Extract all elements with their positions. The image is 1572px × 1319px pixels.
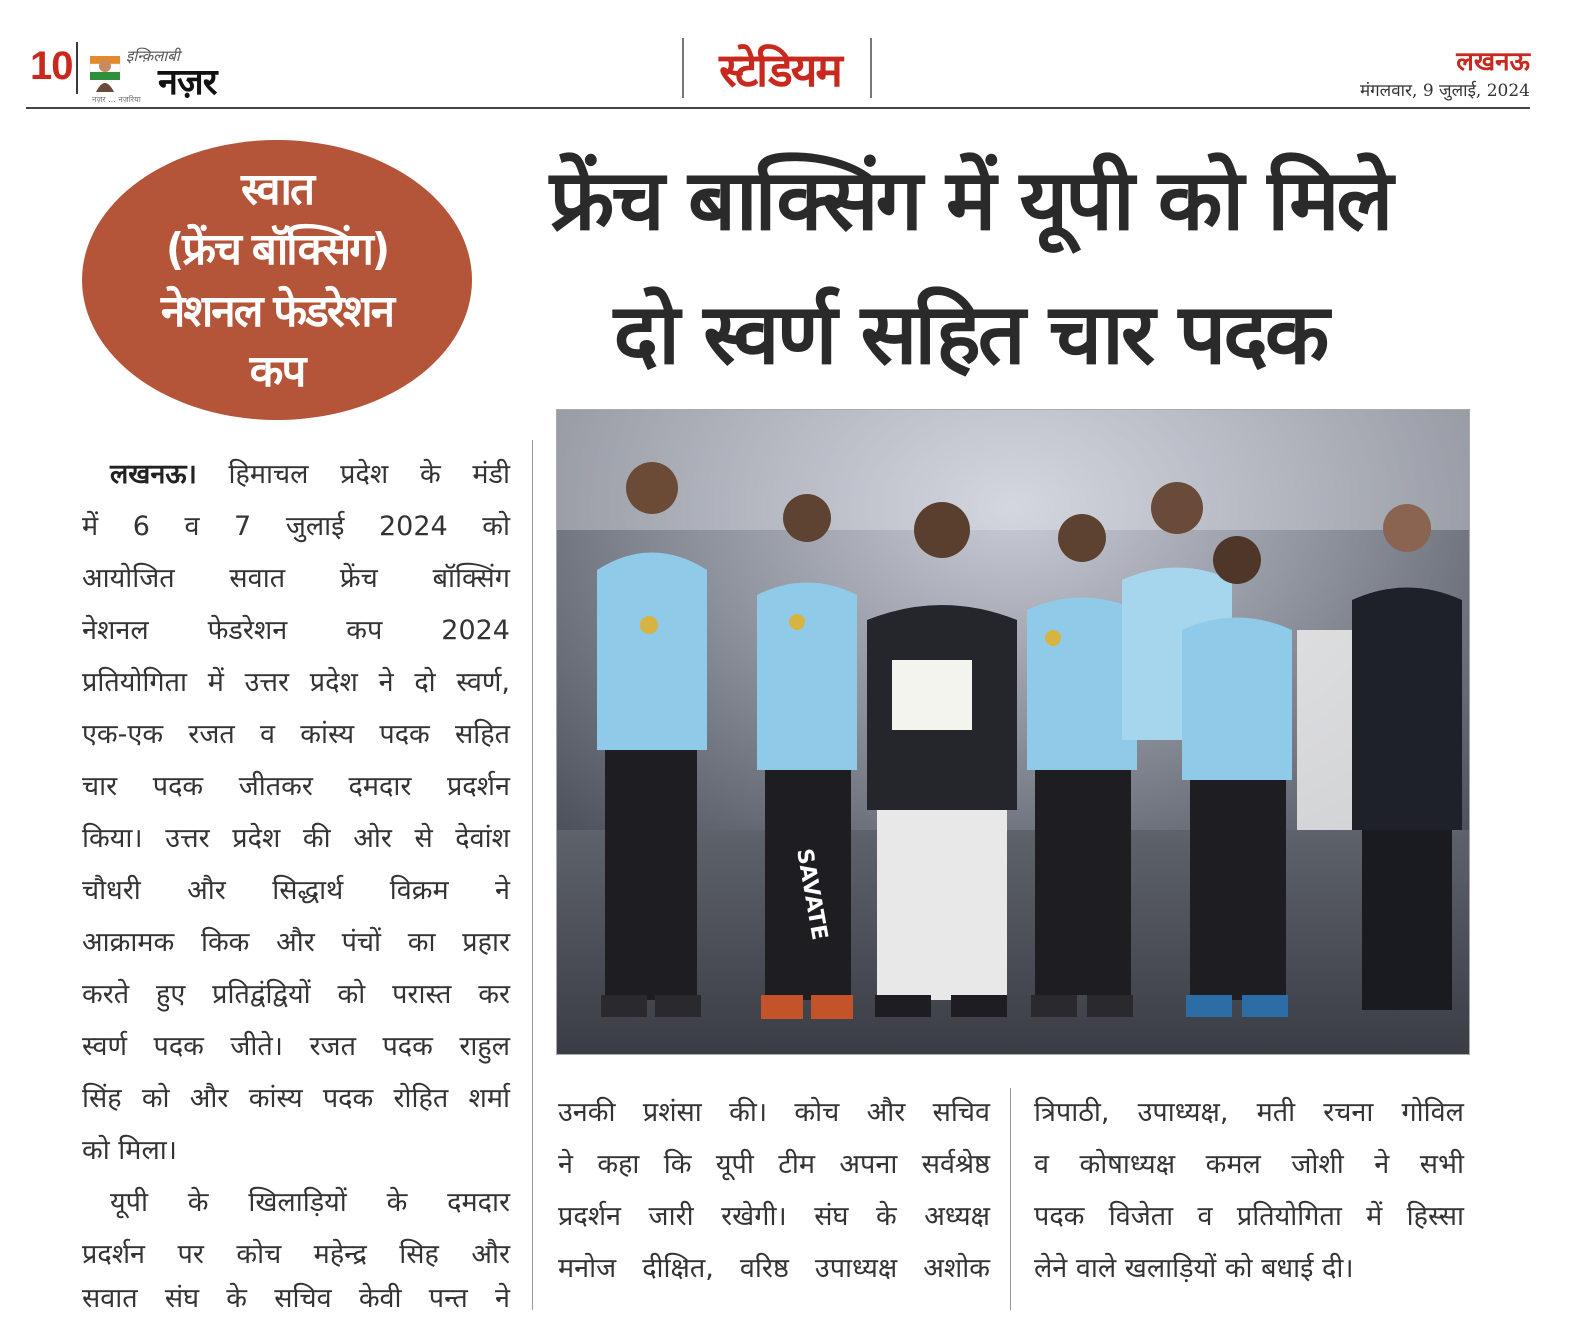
logo-tagline: नज़र ... नज़रिया bbox=[92, 95, 141, 104]
team-photo-illustration bbox=[557, 410, 1469, 1054]
article-line: चार पदक जीतकर दमदार प्रदर्शन bbox=[82, 771, 510, 802]
article-line: प्रतियोगिता में उत्तर प्रदेश ने दो स्वर्ण, bbox=[82, 667, 510, 698]
article-line: स्वर्ण पदक जीते। रजत पदक राहुल bbox=[82, 1031, 510, 1062]
article-line: यूपी के खिलाड़ियों के दमदार bbox=[110, 1187, 510, 1218]
article-line: लखनऊ। हिमाचल प्रदेश के मंडी bbox=[110, 459, 510, 490]
article-line: उनकी प्रशंसा की। कोच और सचिव bbox=[558, 1097, 990, 1128]
logo-figure-icon bbox=[88, 52, 122, 94]
trouser-print: SAVATE bbox=[791, 846, 832, 942]
logo-top-text: इन्क़िलाबी bbox=[126, 47, 180, 65]
article-line: में 6 व 7 जुलाई 2024 को bbox=[82, 511, 510, 542]
badge-line: नेशनल फेडरेशन bbox=[160, 286, 394, 337]
event-badge bbox=[82, 140, 472, 420]
article-line: को मिला। bbox=[82, 1135, 177, 1166]
headline-line-1: फ्रेंच बाक्सिंग में यूपी को मिले bbox=[549, 151, 1391, 249]
article-line: प्रदर्शन पर कोच महेन्द्र सिह और bbox=[82, 1239, 510, 1270]
badge-line: स्वात bbox=[240, 164, 314, 215]
team-photo bbox=[556, 409, 1470, 1055]
article-line: चौधरी और सिद्धार्थ विक्रम ने bbox=[82, 875, 510, 906]
page-number-divider bbox=[76, 42, 78, 94]
article-line: प्रदर्शन जारी रखेगी। संघ के अध्यक्ष bbox=[558, 1201, 990, 1232]
headline-line-2: दो स्वर्ण सहित चार पदक bbox=[613, 285, 1327, 383]
article-line: पदक विजेता व प्रतियोगिता में हिस्सा bbox=[1034, 1201, 1464, 1232]
badge-line: कप bbox=[249, 346, 305, 397]
article-line: आक्रामक किक और पंचों का प्रहार bbox=[82, 927, 510, 958]
column-rule bbox=[532, 440, 533, 1310]
article-line: करते हुए प्रतिद्वंद्वियों को परास्त कर bbox=[82, 979, 510, 1010]
newspaper-logo bbox=[88, 44, 278, 104]
article-line: किया। उत्तर प्रदेश की ओर से देवांश bbox=[82, 823, 510, 854]
section-divider-right bbox=[870, 38, 872, 98]
section-divider-left bbox=[682, 38, 684, 98]
edition-date: मंगलवार, 9 जुलाई, 2024 bbox=[1359, 81, 1530, 101]
article-line: व कोषाध्यक्ष कमल जोशी ने सभी bbox=[1034, 1149, 1464, 1180]
article-line: आयोजित सवात फ्रेंच बॉक्सिंग bbox=[82, 563, 510, 594]
article-line: लेने वाले खलाड़ियों को बधाई दी। bbox=[1034, 1253, 1354, 1284]
logo-title: नज़र bbox=[158, 62, 217, 103]
section-title: स्टेडियम bbox=[719, 43, 841, 97]
edition-city: लखनऊ bbox=[1456, 47, 1530, 77]
badge-line: (फ्रेंच बॉक्सिंग) bbox=[166, 224, 388, 275]
article-line: मनोज दीक्षित, वरिष्ठ उपाध्यक्ष अशोक bbox=[558, 1253, 990, 1284]
article-line: सवात संघ के सचिव केवी पन्त ने bbox=[82, 1283, 510, 1314]
article-line: नेशनल फेडरेशन कप 2024 bbox=[82, 615, 510, 646]
column-rule bbox=[1010, 1088, 1011, 1310]
page-number: 10 bbox=[30, 44, 73, 88]
article-line: ने कहा कि यूपी टीम अपना सर्वश्रेष्ठ bbox=[558, 1149, 990, 1180]
article-line: त्रिपाठी, उपाध्यक्ष, मती रचना गोविल bbox=[1034, 1097, 1464, 1128]
article-line: एक-एक रजत व कांस्य पदक सहित bbox=[82, 719, 510, 750]
masthead-rule bbox=[26, 107, 1530, 109]
dateline: लखनऊ। bbox=[110, 459, 197, 490]
article-line: सिंह को और कांस्य पदक रोहित शर्मा bbox=[82, 1083, 510, 1114]
